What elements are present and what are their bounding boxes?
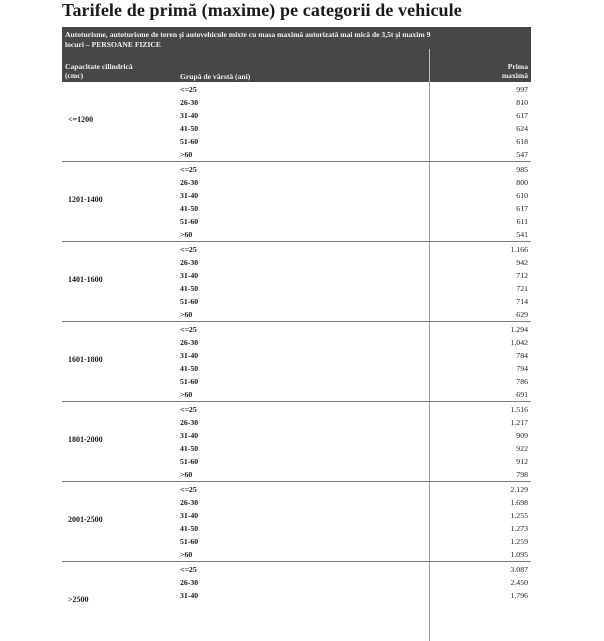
premium-cell: 547 xyxy=(516,150,528,159)
capacity-label: >2500 xyxy=(68,595,89,604)
age-group-cell: >60 xyxy=(180,470,193,479)
age-group-cell: 26-30 xyxy=(180,98,199,107)
premium-cell: 1.516 xyxy=(510,405,528,414)
age-group-cell: 31-40 xyxy=(180,511,199,520)
age-group-cell: 26-30 xyxy=(180,578,199,587)
capacity-label: 1801-2000 xyxy=(68,435,103,444)
premium-cell: 624 xyxy=(516,124,528,133)
capacity-group xyxy=(62,482,531,562)
age-group-cell: >60 xyxy=(180,150,193,159)
age-group-cell: 31-40 xyxy=(180,111,199,120)
capacity-column-header xyxy=(65,62,133,80)
capacity-header-line-2: (cmc) xyxy=(65,71,84,80)
table-row xyxy=(62,269,531,282)
premium-cell: 714 xyxy=(516,297,528,306)
table-row xyxy=(62,323,531,336)
premium-cell: 912 xyxy=(516,457,528,466)
table-row xyxy=(62,429,531,442)
premium-cell: 1.698 xyxy=(510,498,528,507)
premium-cell: 610 xyxy=(516,191,528,200)
age-group-cell: 31-40 xyxy=(180,431,199,440)
table-row xyxy=(62,468,531,481)
premium-cell: 942 xyxy=(516,258,528,267)
table-row xyxy=(62,109,531,122)
age-group-cell: 51-60 xyxy=(180,377,199,386)
age-group-cell: >60 xyxy=(180,550,193,559)
age-group-cell: 41-50 xyxy=(180,364,199,373)
table-row xyxy=(62,96,531,109)
premium-cell: 3.087 xyxy=(510,565,528,574)
table-row xyxy=(62,416,531,429)
age-group-cell: >60 xyxy=(180,390,193,399)
age-group-cell: 26-30 xyxy=(180,258,199,267)
table-row xyxy=(62,148,531,161)
age-group-cell: 51-60 xyxy=(180,537,199,546)
premium-cell: 2.129 xyxy=(510,485,528,494)
table-row xyxy=(62,202,531,215)
table-row xyxy=(62,576,531,589)
age-group-cell: <=25 xyxy=(180,85,197,94)
age-group-cell: 41-50 xyxy=(180,124,199,133)
capacity-group xyxy=(62,562,531,641)
capacity-label: 1601-1800 xyxy=(68,355,103,364)
table-row xyxy=(62,349,531,362)
age-group-cell: 31-40 xyxy=(180,191,199,200)
capacity-group xyxy=(62,402,531,482)
age-group-cell: 51-60 xyxy=(180,217,199,226)
age-group-cell: 51-60 xyxy=(180,137,199,146)
premium-cell: 786 xyxy=(516,377,528,386)
premium-cell: 800 xyxy=(516,178,528,187)
premium-table xyxy=(62,27,531,641)
premium-cell: 1.273 xyxy=(510,524,528,533)
vehicle-category-line-1: Autoturisme, autoturisme de teren și autovehicule mixte cu masa maximă autorizată mai mică de 3,5t și maxim 9 xyxy=(65,30,431,39)
premium-cell: 922 xyxy=(516,444,528,453)
premium-cell: 794 xyxy=(516,364,528,373)
premium-cell: 784 xyxy=(516,351,528,360)
premium-cell: 1.796 xyxy=(510,591,528,600)
capacity-label: 1401-1600 xyxy=(68,275,103,284)
table-row xyxy=(62,455,531,468)
table-row xyxy=(62,483,531,496)
table-row xyxy=(62,336,531,349)
premium-cell: 617 xyxy=(516,111,528,120)
premium-cell: 985 xyxy=(516,165,528,174)
age-group-cell: 26-30 xyxy=(180,418,199,427)
premium-cell: 997 xyxy=(516,85,528,94)
premium-header-line-2: maximă xyxy=(501,71,528,80)
premium-cell: 691 xyxy=(516,390,528,399)
age-group-column-header: Grupă de vârstă (ani) xyxy=(180,72,251,81)
table-row xyxy=(62,509,531,522)
age-group-cell: 41-50 xyxy=(180,524,199,533)
premium-cell: 1.217 xyxy=(510,418,528,427)
premium-cell: 909 xyxy=(516,431,528,440)
table-row xyxy=(62,375,531,388)
capacity-label: <=1200 xyxy=(68,115,94,124)
table-row xyxy=(62,189,531,202)
table-row xyxy=(62,228,531,241)
vehicle-category-line-2: locuri – PERSOANE FIZICE xyxy=(65,39,161,49)
table-row xyxy=(62,83,531,96)
premium-cell: 617 xyxy=(516,204,528,213)
table-row xyxy=(62,163,531,176)
age-group-cell: <=25 xyxy=(180,565,197,574)
table-row xyxy=(62,176,531,189)
table-row xyxy=(62,535,531,548)
premium-cell: 1.166 xyxy=(510,245,528,254)
capacity-group xyxy=(62,322,531,402)
table-row xyxy=(62,548,531,561)
capacity-group xyxy=(62,82,531,162)
table-row xyxy=(62,215,531,228)
premium-cell: 541 xyxy=(516,230,528,239)
age-group-cell: <=25 xyxy=(180,405,197,414)
premium-cell: 618 xyxy=(516,137,528,146)
table-row xyxy=(62,295,531,308)
premium-cell: 810 xyxy=(516,98,528,107)
premium-cell: 721 xyxy=(516,284,528,293)
premium-cell: 2.450 xyxy=(510,578,528,587)
age-group-cell: 31-40 xyxy=(180,271,199,280)
table-row xyxy=(62,243,531,256)
premium-cell: 1.259 xyxy=(510,537,528,546)
table-row xyxy=(62,563,531,576)
capacity-label: 1201-1400 xyxy=(68,195,103,204)
premium-cell: 712 xyxy=(516,271,528,280)
table-row xyxy=(62,282,531,295)
capacity-group xyxy=(62,162,531,242)
vehicle-category-heading xyxy=(65,30,525,49)
header-divider xyxy=(429,49,430,82)
table-row xyxy=(62,403,531,416)
premium-header-line-1: Prima xyxy=(507,62,528,71)
premium-cell: 611 xyxy=(516,217,528,226)
premium-cell: 1.255 xyxy=(510,511,528,520)
table-row xyxy=(62,256,531,269)
age-group-cell: <=25 xyxy=(180,485,197,494)
age-group-cell: 31-40 xyxy=(180,591,199,600)
age-group-cell: 26-30 xyxy=(180,178,199,187)
table-row xyxy=(62,122,531,135)
capacity-label: 2001-2500 xyxy=(68,515,103,524)
age-group-cell: 51-60 xyxy=(180,457,199,466)
table-row xyxy=(62,589,531,602)
table-row xyxy=(62,442,531,455)
age-group-cell: 41-50 xyxy=(180,444,199,453)
age-group-cell: <=25 xyxy=(180,245,197,254)
page-title: Tarifele de primă (maxime) pe categorii de vehicule xyxy=(62,0,462,20)
premium-cell: 1.095 xyxy=(510,550,528,559)
premium-cell: 1.294 xyxy=(510,325,528,334)
table-row xyxy=(62,308,531,321)
capacity-header-line-1: Capacitate cilindrică xyxy=(65,62,133,71)
age-group-cell: 26-30 xyxy=(180,338,199,347)
table-header xyxy=(62,27,531,82)
table-row xyxy=(62,388,531,401)
age-group-cell: <=25 xyxy=(180,325,197,334)
premium-cell: 798 xyxy=(516,470,528,479)
age-group-cell: 41-50 xyxy=(180,284,199,293)
table-row xyxy=(62,135,531,148)
age-group-cell: >60 xyxy=(180,230,193,239)
age-group-cell: 31-40 xyxy=(180,351,199,360)
age-group-cell: >60 xyxy=(180,310,193,319)
premium-column-header xyxy=(502,62,528,80)
premium-cell: 1.042 xyxy=(510,338,528,347)
age-group-cell: 26-30 xyxy=(180,498,199,507)
table-row xyxy=(62,496,531,509)
age-group-cell: 41-50 xyxy=(180,204,199,213)
premium-cell: 629 xyxy=(516,310,528,319)
table-row xyxy=(62,362,531,375)
age-group-cell: <=25 xyxy=(180,165,197,174)
capacity-group xyxy=(62,242,531,322)
table-row xyxy=(62,522,531,535)
age-group-cell: 51-60 xyxy=(180,297,199,306)
table-body xyxy=(62,82,531,641)
